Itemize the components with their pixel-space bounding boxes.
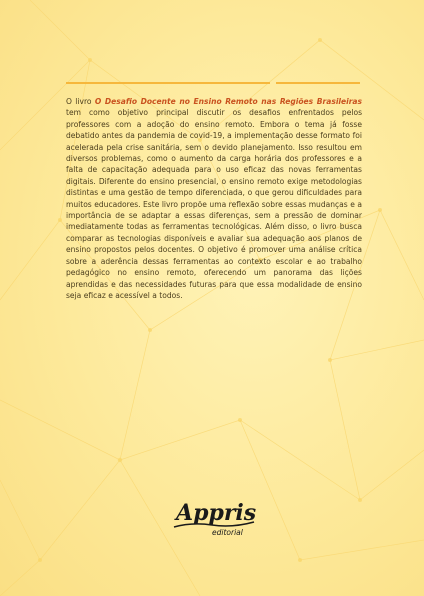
book-title: O Desafio Docente no Ensino Remoto nas Regiões Brasileiras — [94, 97, 363, 106]
blurb-lead: O livro — [66, 97, 95, 106]
blurb-body: tem como objetivo principal discutir os desafios enfrentados pelos professores com a adoção do ensino remoto. Embora o tema já fosse debatido antes da pandemia de covid-19, a implementação desse formato foi acelerada pela crise sanitária, sem o devido planejamento. Isso resultou em diversos problemas, como o aumento da carga horária dos professores e a falta de capacitação adequada para o uso eficaz das novas ferramentas digitais. Diferente do ensino presencial, o ensino remoto exige metodologias distintas e uma gestão de tempo diferenciada, o que gerou dificuldades para muitos educadores. Este livro propõe uma reflexão sobre essas mudanças e a importância de se adaptar a essas diferenças, sem a pressão de dominar imediatamente todas as ferramentas tecnológicas. Além disso, o livro busca comparar as tecnologias disponíveis e avaliar sua adequação aos planos de ensino propostos pelos docentes. O objetivo é promover uma análise crítica sobre a aderência dessas ferramentas ao contexto escolar e ao trabalho pedagógico no ensino remoto, oferecendo um panorama das lições aprendidas e das necessidades futuras para que essa modalidade de ensino seja eficaz e acessível a todos. — [66, 108, 362, 300]
rule-segment-right — [276, 82, 360, 84]
logo-subtitle: editorial — [212, 528, 243, 537]
top-decorative-rule — [66, 82, 360, 85]
rule-segment-left — [66, 82, 270, 84]
logo-wordmark: Appris — [176, 500, 256, 526]
back-cover-blurb — [66, 96, 362, 301]
appris-editorial-logo — [172, 492, 256, 538]
